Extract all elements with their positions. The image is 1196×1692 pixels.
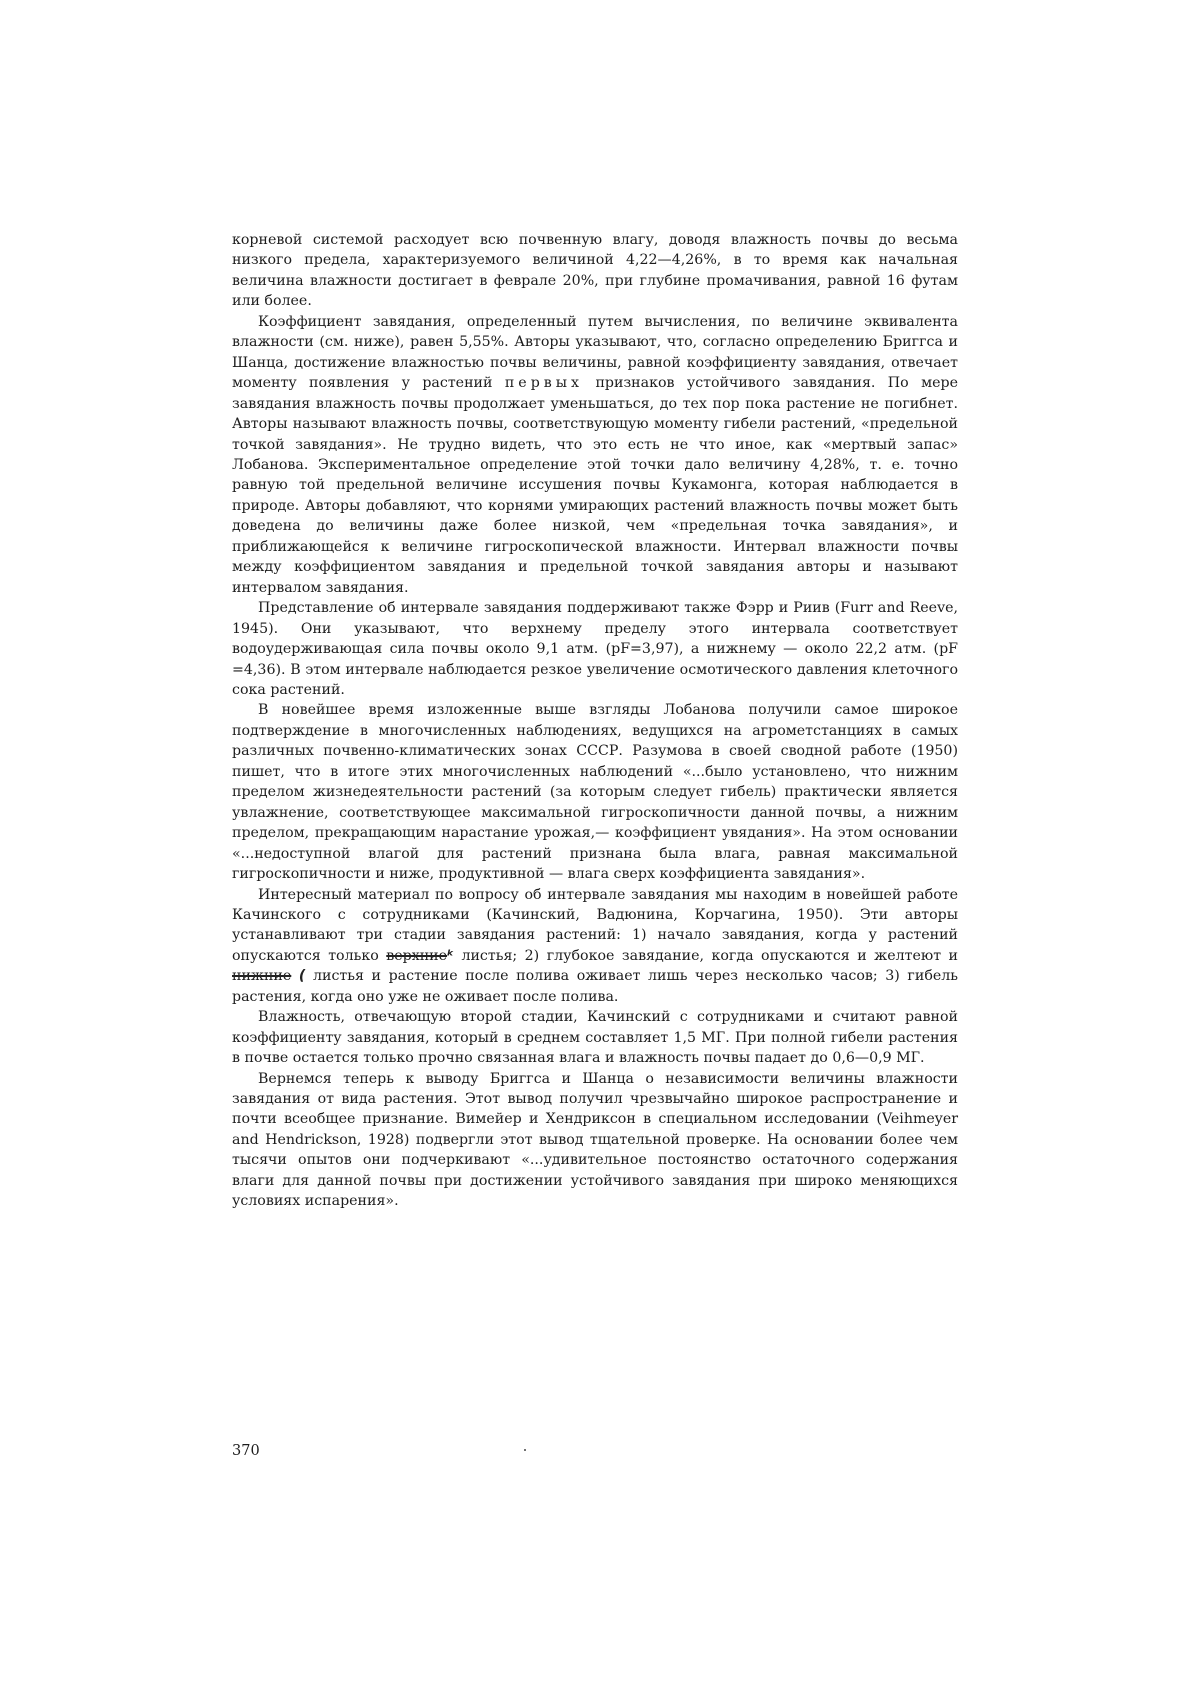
page-number: 370 <box>232 1443 260 1459</box>
struck-word-upper: верхние <box>386 947 448 964</box>
paragraph-3-text: Представление об интервале завядания поддерживают также Фэрр и Риив (Furr and Reeve, 1945). Они указывают, что верхнему пределу этого интервала соответствует водоудерживающая сила почвы около 9,1 атм. (pF=3,97), а нижнему — около 22,2 атм. (pF =4,36). В этом интервале наблюдается резкое увеличение осмотического давления клеточного сока растений. <box>232 600 958 698</box>
body-text <box>232 230 958 1212</box>
paragraph-4 <box>232 700 958 884</box>
paragraph-5-text-a: Интересный материал по вопросу об интервале завядания мы находим в новейшей работе Качинского с сотрудниками (Качинский, Вадюнина, Корчагина, 1950). Эти авторы устанавливают три стадии завядания растений: 1) начало завядания, когда у растений опускаются только <box>232 886 958 964</box>
paragraph-7-text: Вернемся теперь к выводу Бриггса и Шанца о независимости величины влажности завядания от вида растения. Этот вывод получил чрезвычайно широкое распространение и почти всеобщее признание. Вимейер и Хендриксон в специальном исследовании (Veihmeyer and Hendrickson, 1928) подвергли этот вывод тщательной проверке. На основании более чем тысячи опытов они подчеркивают «...удивительное постоянство остаточного содержания влаги для данной почвы при достижении устойчивого завядания при широко меняющихся условиях испарения». <box>232 1070 958 1210</box>
paragraph-3 <box>232 598 958 700</box>
handwritten-margin-mark: ( <box>298 968 306 985</box>
paragraph-2-text-b: признаков устойчивого завядания. По мере завядания влажность почвы продолжает уменьшаться, до тех пор пока растение не погибнет. Авторы называют влажность почвы, соответствующую моменту гибели растений, «предельной точкой завядания». Не трудно видеть, что это есть не что иное, как «мертвый запас» Лобанова. Экспериментальное определение этой точки дало величину 4,28%, т. е. точно равную той предельной величине иссушения почвы Кукамонга, которая наблюдается в природе. Авторы добавляют, что корнями умирающих растений влажность почвы может быть доведена до величины даже более низкой, чем «предельная точка завядания», и приближающейся к величине гигроскопической влажности. Интервал влажности почвы между коэффициентом завядания и предельной точкой завядания авторы и называют интервалом завядания. <box>232 375 959 596</box>
ink-speck <box>524 1449 526 1451</box>
paragraph-7 <box>232 1069 958 1212</box>
paragraph-4-text: В новейшее время изложенные выше взгляды Лобанова получили самое широкое подтверждение в многочисленных наблюдениях, ведущихся на агрометстанциях в самых различных почвенно-климатических зонах СССР. Разумова в своей сводной работе (1950) пишет, что в итоге этих многочисленных наблюдений «...было установлено, что нижним пределом жизнедеятельности растений (за которым следует гибель) практически является увлажнение, соответствующее максимальной гигроскопичности данной почвы, а нижним пределом, прекращающим нарастание урожая,— коэффициент увядания». На этом основании «...недоступной влагой для растений признана была влага, равная максимальной гигроскопичности и ниже, продуктивной — влага сверх коэффициента завядания». <box>232 702 958 883</box>
paragraph-6 <box>232 1007 958 1068</box>
paragraph-2 <box>232 312 958 598</box>
paragraph-1-text: корневой системой расходует всю почвенную влагу, доводя влажность почвы до весьма низкого предела, характеризуемого величиной 4,22—4,26%, в то время как начальная величина влажности достигает в феврале 20%, при глубине промачивания, равной 16 футам или более. <box>232 232 958 310</box>
paragraph-2-text-a: Коэффициент завядания, определенный путем вычисления, по величине эквивалента влажности (см. ниже), равен 5,55%. Авторы указывают, что, согласно определению Бриггса и Шанца, достижение влажностью почвы величины, равной коэффициенту завядания, отвечает моменту появления у растений <box>232 313 958 392</box>
struck-word-lower: нижние <box>232 968 292 985</box>
paragraph-1 <box>232 230 958 312</box>
handwritten-correction-mark: ᵏ <box>447 947 454 964</box>
paragraph-5-text-c: листья и растение после полива оживает лишь через несколько часов; 3) гибель растения, когда оно уже не оживает после полива. <box>232 968 958 1005</box>
spaced-emphasis: первых <box>504 375 584 392</box>
paragraph-6-text: Влажность, отвечающую второй стадии, Качинский с сотрудниками и считают равной коэффициенту завядания, который в среднем составляет 1,5 МГ. При полной гибели растения в почве остается только прочно связанная влага и влажность почвы падает до 0,6—0,9 МГ. <box>232 1009 958 1067</box>
paragraph-5 <box>232 885 958 1008</box>
paragraph-5-text-b: листья; 2) глубокое завядание, когда опускаются и желтеют и <box>461 947 959 964</box>
